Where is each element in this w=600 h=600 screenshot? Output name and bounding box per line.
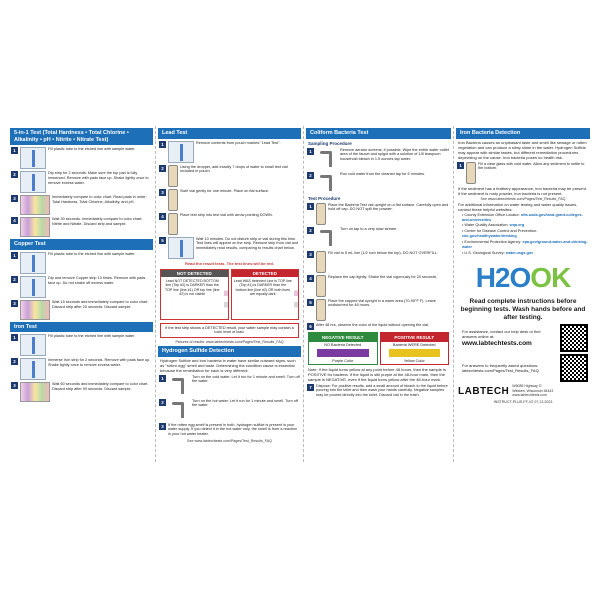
- step-text: Turn on tap to a very slow stream.: [340, 226, 398, 231]
- step: [11, 276, 152, 298]
- step-number: 3: [11, 195, 18, 202]
- neg-title: NEGATIVE RESULT: [309, 333, 377, 342]
- step-number: 3: [307, 251, 314, 258]
- vial-illustration: [168, 189, 178, 211]
- step: [159, 399, 300, 421]
- step-text: Fill plastic tube to the etched line with sample water.: [48, 334, 136, 339]
- address: W6085 Highway O Witsken, Wisconsin 54443 www.labtechtests.com: [512, 384, 554, 398]
- step: [307, 251, 450, 273]
- step-number: 4: [11, 217, 18, 224]
- step-number: 2: [307, 227, 314, 234]
- step: [307, 299, 450, 321]
- dispose-step: [307, 384, 450, 398]
- step-text: Remove contents from pouch marked "Lead Test".: [196, 140, 281, 145]
- step: [11, 147, 152, 169]
- step: [11, 300, 152, 320]
- detected-label: DETECTED: [232, 270, 299, 277]
- step: [11, 217, 152, 237]
- lead-steps: [156, 141, 303, 259]
- detected-column: [231, 269, 300, 320]
- step: [11, 252, 152, 274]
- iron-bacteria-header: Iron Bacteria Detection: [456, 128, 590, 139]
- step: [159, 213, 300, 235]
- resource-name: Environmental Protection Agency:: [464, 240, 522, 245]
- logo-ok: K: [551, 261, 571, 293]
- copper-steps: [8, 252, 155, 320]
- faucet-illustration: [316, 227, 338, 249]
- step: [159, 237, 300, 259]
- detected-text: Lead WAS detected Line is TOP line (Top #1) is DARKER than the bottom line (line #2) OR both lines are equally dark: [233, 278, 292, 297]
- site-link[interactable]: www.labtechtests.com: [462, 340, 532, 348]
- labtech-logo: LABTECH: [458, 385, 510, 397]
- test-tube-illustration: [20, 334, 46, 356]
- step-number: 1: [159, 375, 166, 382]
- strip-detected: [294, 279, 298, 317]
- resource-name: U.S. Geological Survey:: [464, 251, 505, 256]
- step-number: 3: [11, 300, 18, 307]
- column-coliform: [304, 126, 454, 462]
- part-number: INSTRUCT-PLUS-FF-V2 07.13.2023: [493, 399, 553, 404]
- color-chart-illustration: [20, 195, 50, 215]
- step-text: Fill plastic tube to the etched line with sample water.: [48, 147, 136, 152]
- resource-name: County Extension Office Locator:: [464, 212, 520, 217]
- sampling-steps: [304, 148, 453, 194]
- step-number: 3: [159, 423, 166, 430]
- step-number: 5: [159, 237, 166, 244]
- step: [307, 203, 450, 225]
- step-text: Using the dropper, add exactly 7 drops of water to small test vial included in pouch.: [180, 164, 288, 174]
- read-note: Read the result tests. The test lines will be red.: [185, 260, 274, 266]
- vial-illustration: [316, 299, 326, 321]
- step-text: Dip and remove Copper strip 10 times. Remove with pads face up. Do not shake off excess water.: [48, 275, 146, 285]
- step-number: 3: [11, 382, 18, 389]
- test-tube-illustration: [20, 252, 46, 274]
- step: [307, 323, 450, 330]
- vial-illustration: [316, 203, 326, 225]
- instruction-sheet: [8, 126, 592, 462]
- step: [11, 382, 152, 402]
- resource-item: • U.S. Geological Survey: water.usgs.gov: [462, 251, 534, 256]
- resource-name: Water Quality Association:: [464, 223, 509, 228]
- step-text: If the rotten egg smell is present in both, hydrogen sulfide is present in your water supply. If you detect it in the hot water only, the smell is from a reaction in your hot water heater.: [168, 422, 298, 437]
- not-detected-label: NOT DETECTED: [161, 270, 228, 277]
- strip-illustration: [180, 144, 183, 161]
- step-text: Fill plastic tube to the etched line with sample water.: [48, 251, 136, 256]
- h2s-see-url: See www.labtechtests.com/Pages/Test_Results_FAQ: [187, 438, 272, 443]
- step: [159, 375, 300, 397]
- neg-color: Purple Color: [332, 358, 354, 363]
- qr-code-help[interactable]: [560, 324, 588, 352]
- step: [11, 171, 152, 193]
- lead-results-table: [160, 269, 299, 320]
- step-number: 2: [11, 171, 18, 178]
- pos-title: POSITIVE RESULT: [381, 333, 449, 342]
- step-number: 3: [159, 189, 166, 196]
- step: [11, 358, 152, 380]
- faq-text: For answers to frequently asked questions: labtechtests.com/Pages/Test_Results_FAQ: [462, 363, 539, 374]
- yellow-swatch: [389, 349, 441, 357]
- faucet-illustration: [168, 399, 190, 421]
- h2s-header: Hydrogen Sulfide Detection: [158, 346, 301, 357]
- step-text: Place the capped vial upright in a warm area (70-95°F F). Leave undisturbed for 48 hours.: [328, 298, 436, 308]
- ok-o: O: [530, 261, 552, 293]
- pos-sub: Bacteria WERE Detected: [392, 342, 436, 347]
- color-chart-illustration: [20, 300, 50, 320]
- water-quality-header: 5-in-1 Test (Total Hardness • Total Chlorine • Alkalinity • pH • Nitrite • Nitrate Test): [10, 128, 153, 145]
- h2s-intro: Hydrogen Sulfide and iron bacteria in water have similar outward signs, such as "rotten egg" smell and taste. Determining the condition cause is essential because the remediation for each is very different.: [160, 357, 296, 373]
- step: [457, 162, 589, 184]
- after-note: Note: If the liquid turns yellow at any point before 48 hours, then the sample is POSITIVE for bacteria. If the liquid is still purple at the 48-hour mark, then the sample is NEGATIVE, even if the liquid turns yellow after the 48-hour mark.: [308, 366, 446, 382]
- lead-warning: If the test strip shows a DETECTED result, your water sample may contain a toxic level of lead.: [160, 323, 299, 338]
- strip-illustration: [32, 337, 35, 354]
- step-text: Replace the cap tightly. Shake the vial vigorously for 20 seconds.: [328, 274, 438, 279]
- step-text: Turn on the cold water. Let it run for 1 minute and smell. Turn off the water.: [192, 374, 300, 384]
- purple-swatch: [317, 349, 369, 357]
- step-text: Turn on the hot water. Let it run for 1 minute and smell. Turn off the water.: [192, 398, 298, 408]
- not-detected-text: Lead NOT DETECTED BOTTOM line (Top #2) is DARKER than the TOP line (line #1) OR top line (line #2) is not visible: [164, 278, 220, 297]
- test-tube-illustration: [168, 141, 194, 163]
- step-number: 1: [11, 334, 18, 341]
- step-number: 7: [307, 384, 314, 391]
- step-number: 6: [307, 323, 314, 330]
- step-text: Fill vial to 5 mL line (1/2 inch below the top). DO NOT OVERFILL.: [328, 250, 438, 255]
- vial-illustration: [168, 213, 178, 235]
- step-text: Remove aerator screens, if possible. Wipe the entire water outlet area of the faucet and spigot with a solution of 1/8 teaspoon household bleach in 1.5 ounces tap water.: [340, 147, 449, 162]
- step-number: 1: [11, 147, 18, 154]
- vial-illustration: [168, 165, 178, 187]
- column-iron-bacteria: [454, 126, 592, 462]
- step: [307, 275, 450, 297]
- pictures-note: Pictures of results: www.labtechtests.com/Pages/Test_Results_FAQ: [175, 340, 284, 345]
- strip-illustration: [32, 255, 35, 272]
- step-number: 1: [11, 252, 18, 259]
- step-text: Immerse Iron strip for 2 seconds. Remove with pads face up. Shake lightly once to remove excess water.: [48, 358, 151, 368]
- iron-steps: [8, 334, 155, 402]
- test-tube-illustration: [20, 358, 46, 380]
- test-tube-illustration: [20, 147, 46, 169]
- vial-illustration: [316, 251, 326, 273]
- logo-h2o: H2O: [475, 261, 531, 293]
- step-text: Dip strip for 2 seconds. Make sure the top pad is fully immersed. Remove with pads face up. Shake lightly once to remove excess water.: [48, 171, 149, 185]
- step-number: 2: [159, 165, 166, 172]
- resources-list: [454, 213, 592, 256]
- h2ok-logo: [454, 262, 592, 294]
- step-number: 2: [11, 358, 18, 365]
- vial-illustration: [466, 162, 476, 184]
- step-number: 5: [307, 299, 314, 306]
- step: [11, 334, 152, 356]
- step-text: Place test strip into test vial with arrow pointing DOWN.: [180, 212, 273, 217]
- resource-item: • Environmental Protection Agency: epa.gov/ground-water-and-drinking-water: [462, 240, 588, 250]
- procedure-steps: [304, 203, 453, 330]
- not-detected-column: [160, 269, 229, 320]
- step-number: 1: [307, 148, 314, 155]
- step-text: Immediately compare to color chart. Read pads in order: Total Hardness, Total Chlorine, Alkalinity, and pH.: [52, 195, 147, 204]
- read-complete: Read complete instructions before beginning tests. Wash hands before and after testing.: [460, 297, 586, 322]
- iron-bacteria-intro: Iron Bacteria causes an unpleasant taste and smell like sewage or rotten vegetation and can produce a slimy slime in the water. Hydrogen Sulfide may appear with similar tastes, but different remediation procedures depending on the cause. Iron bacteria poses no health risk.: [458, 139, 587, 160]
- strip-illustration: [32, 279, 35, 296]
- test-tube-illustration: [20, 171, 46, 193]
- step-number: 2: [307, 172, 314, 179]
- sampling-label: Sampling Procedure: [308, 140, 352, 146]
- step-number: 4: [307, 275, 314, 282]
- step-text: Swirl vial gently for one minute. Place on flat surface.: [180, 188, 270, 193]
- neg-sub: NO Bacteria Detected: [324, 342, 362, 347]
- resource-url[interactable]: cdc.gov/healthywater/drinking: [462, 234, 517, 239]
- resources-intro: For additional information on water testing and water quality issues, contact these helpful websites:: [458, 201, 578, 212]
- step-text: Place the Bacteria Test vial upright on a flat surface. Carefully open and hold off cap. DO NOT spill the powder.: [328, 202, 449, 212]
- step-number: 2: [159, 399, 166, 406]
- strip-illustration: [180, 240, 183, 257]
- copper-header: Copper Test: [10, 239, 153, 250]
- step: [159, 189, 300, 211]
- strip-not-detected: [224, 279, 228, 317]
- iron-bacteria-steps: [454, 162, 592, 184]
- iron-bacteria-note: If the sediment has a feathery appearance, iron bacteria may be present. If the sediment is rusty powder, iron bacteria is not present.: [458, 185, 587, 196]
- step-text: Dispose: For positive results, add a small amount of bleach to the liquid before pouring into the toilet and then wash your hands carefully. Negative samples may be poured directly into the toilet. Discard vial in the trash.: [316, 383, 448, 398]
- step: [307, 148, 450, 170]
- resource-item: • Water Quality Association: wqa.org: [462, 223, 525, 228]
- vial-illustration: [316, 275, 326, 297]
- step-number: 1: [307, 203, 314, 210]
- resource-item: • County Extension Office Locator: nifa.usda.gov/land-grant-colleges-and-universities: [462, 212, 583, 222]
- step: [11, 195, 152, 215]
- strip-illustration: [32, 150, 35, 167]
- assist-text: For assistance, contact our help desk or find answers online at:: [462, 329, 541, 340]
- test-tube-illustration: [168, 237, 194, 259]
- step-number: 4: [159, 213, 166, 220]
- faucet-illustration: [316, 148, 338, 170]
- positive-result: [380, 332, 450, 365]
- column-water-quality: [8, 126, 156, 462]
- brand-row: [458, 384, 588, 398]
- resource-name: Center for Disease Control and Prevention:: [464, 229, 537, 234]
- faucet-illustration: [316, 172, 338, 194]
- resource-url[interactable]: water.usgs.gov: [505, 251, 534, 256]
- step: [307, 227, 450, 249]
- step-text: After 48 hrs, observe the color of the liquid without opening the vial.: [316, 322, 430, 327]
- test-tube-illustration: [20, 276, 46, 298]
- step-text: Wait 60 seconds and immediately compare to color chart. Discard strip after 90 seconds. Discard sample.: [52, 382, 149, 392]
- negative-result: [308, 332, 378, 365]
- water-quality-steps: [8, 147, 155, 237]
- lead-header: Lead Test: [158, 128, 301, 139]
- step: [159, 165, 300, 187]
- step: [307, 172, 450, 194]
- step: [159, 141, 300, 163]
- h2s-steps: [156, 375, 303, 437]
- step-number: 1: [159, 141, 166, 148]
- color-chart-illustration: [20, 382, 50, 402]
- resource-url[interactable]: wqa.org: [509, 223, 525, 228]
- resource-item: • Center for Disease Control and Prevention: cdc.gov/healthywater/drinking: [462, 229, 537, 239]
- column-lead: [156, 126, 304, 462]
- resource-url[interactable]: epa.gov/ground-water-and-drinking-water: [462, 240, 588, 250]
- step-text: Wait 15 seconds and immediately compare to color chart. Discard strip after 20 seconds. Discard sample.: [52, 299, 149, 309]
- strip-illustration: [32, 361, 35, 378]
- strip-illustration: [32, 174, 35, 191]
- step-number: 2: [11, 276, 18, 283]
- resource-url[interactable]: nifa.usda.gov/land-grant-colleges-and-universities: [462, 212, 583, 222]
- iron-bacteria-see-url: See www.labtechtests.com/Pages/Test_Results_FAQ: [480, 196, 566, 201]
- assist-row: [458, 324, 588, 352]
- step-text: Run cold water from the cleaned tap for 5 minutes.: [340, 171, 426, 176]
- faucet-illustration: [168, 375, 190, 397]
- procedure-label: Test Procedure: [308, 195, 341, 201]
- coliform-results: [308, 332, 449, 365]
- step-text: Fill a clear glass with cold water. Allow any sediment to settle to the bottom.: [478, 161, 585, 171]
- pos-color: Yellow Color: [403, 358, 425, 363]
- step-number: 1: [457, 162, 464, 169]
- coliform-header: Coliform Bacteria Test: [306, 128, 451, 139]
- color-chart-illustration: [20, 217, 50, 237]
- step: [159, 423, 300, 437]
- step-text: Wait 10 minutes. Do not disturb strip or vial during this time. Test lines will appear on the strip. Remove strip from vial and immediately read results, comparing to results chart below.: [196, 236, 299, 251]
- iron-header: Iron Test: [10, 322, 153, 333]
- step-text: Wait 30 seconds. Immediately compare to color chart. Nitrite and Nitrate. Discard strip and sample.: [52, 217, 143, 226]
- faq-row: [458, 354, 588, 382]
- qr-code-faq[interactable]: [560, 354, 588, 382]
